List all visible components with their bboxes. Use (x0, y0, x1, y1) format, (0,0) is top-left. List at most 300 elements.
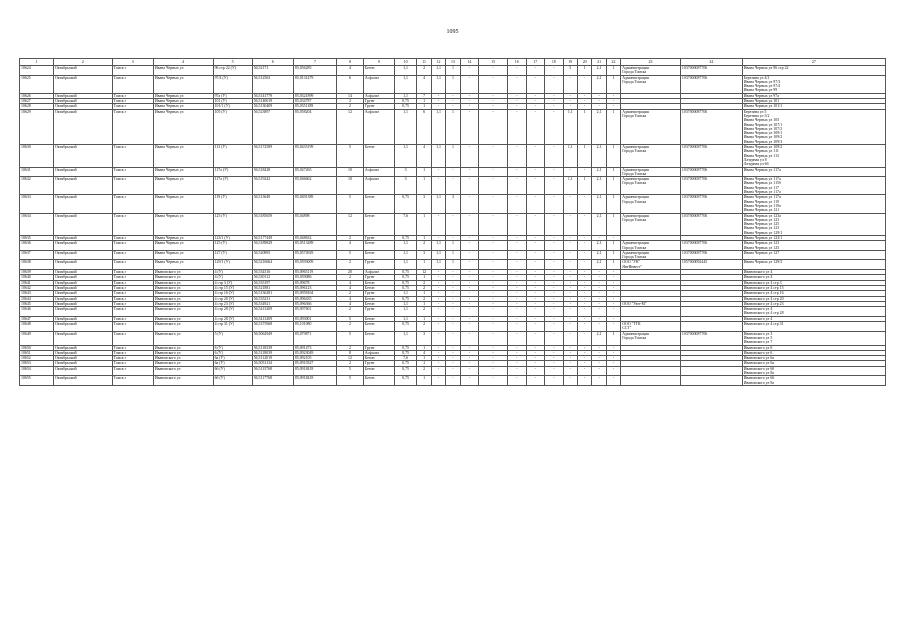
table-cell: Томск г (112, 356, 153, 361)
table-cell: 56,5115768 (252, 366, 293, 376)
table-cell: - (526, 270, 545, 275)
registry-table (19, 58, 886, 386)
table-cell: Октябрьский (53, 99, 112, 104)
table-cell: 1 (606, 260, 620, 270)
table-cell: Октябрьский (53, 75, 112, 93)
table-cell: 127 (У) (213, 250, 252, 260)
table-cell: 7,6 (394, 213, 417, 235)
table-cell: - (577, 366, 591, 376)
table-cell: 1 (577, 177, 591, 195)
table-cell: - (563, 307, 577, 317)
table-cell: Октябрьский (53, 307, 112, 317)
table-cell: - (563, 260, 577, 270)
column-header: 9 (363, 59, 394, 66)
table-cell: Бетон (363, 145, 394, 167)
table-cell: 1 (417, 213, 431, 235)
table-cell: Ивана Черных ул (153, 93, 213, 98)
table-cell: 2,1 (592, 145, 606, 167)
table-cell: - (592, 366, 606, 376)
table-cell: - (460, 307, 479, 317)
table-cell: - (446, 322, 460, 332)
table-cell: - (507, 356, 526, 361)
table-cell: 1 (417, 345, 431, 350)
table-cell: - (460, 296, 479, 301)
table-cell: - (479, 280, 508, 285)
table-cell: Грунт (363, 345, 394, 350)
table-cell: 129/1 (У) (213, 260, 252, 270)
table-cell (621, 366, 681, 376)
table-cell: Ивана Черных ул (153, 99, 213, 104)
table-cell: 0,75 (394, 350, 417, 355)
table-cell: 20 (337, 270, 364, 275)
table-cell: 0,75 (394, 270, 417, 275)
table-cell: - (446, 350, 460, 355)
table-cell: - (545, 93, 564, 98)
table-cell: 1 (446, 241, 460, 251)
table-cell: - (446, 291, 460, 296)
table-cell: Томск г (112, 75, 153, 93)
table-cell: 2,1 (592, 109, 606, 144)
table-cell: - (431, 350, 445, 355)
table-cell: Администрация Города Томска (621, 213, 681, 235)
table-cell: 12 (337, 356, 364, 361)
table-cell: - (545, 376, 564, 386)
table-cell: 0,75 (394, 104, 417, 109)
table-cell: - (526, 241, 545, 251)
table-cell: 10632 (20, 177, 54, 195)
table-cell: - (479, 109, 508, 144)
table-cell: - (431, 275, 445, 280)
table-cell: - (563, 322, 577, 332)
table-cell: - (460, 331, 479, 345)
table-cell: 56,5185659 (252, 213, 293, 235)
table-cell: - (563, 275, 577, 280)
table-cell: - (577, 361, 591, 366)
table-cell: Асфальт (363, 177, 394, 195)
table-cell: 1,1 (431, 250, 445, 260)
table-cell: - (545, 195, 564, 213)
table-body (20, 66, 886, 386)
table-cell: Октябрьский (53, 322, 112, 332)
table-cell: 1037000087706 (680, 145, 742, 167)
table-cell: - (507, 291, 526, 296)
table-cell: 85,056285 (293, 66, 336, 76)
table-cell: - (526, 66, 545, 76)
table-cell: 1 (606, 167, 620, 177)
table-cell: - (431, 322, 445, 332)
table-row (20, 213, 886, 235)
column-header: 19 (563, 59, 577, 66)
table-cell: Администрация Города Томска (621, 195, 681, 213)
table-cell: Ивановского ул (153, 280, 213, 285)
table-cell: Томск г (112, 167, 153, 177)
table-cell: 4 стр 16 (У) (213, 291, 252, 296)
table-cell: - (446, 213, 460, 235)
table-cell: - (606, 275, 620, 280)
table-cell: - (479, 285, 508, 290)
table-cell: - (431, 361, 445, 366)
table-cell: Томск г (112, 275, 153, 280)
table-cell: - (526, 296, 545, 301)
table-cell: 56,534316 (252, 270, 293, 275)
table-cell: - (460, 376, 479, 386)
table-row (20, 177, 886, 195)
table-cell: 2 (337, 99, 364, 104)
table-row (20, 75, 886, 93)
table-cell (680, 322, 742, 332)
table-cell: - (526, 93, 545, 98)
table-cell: 2 (337, 260, 364, 270)
table-cell: Бетон (363, 280, 394, 285)
table-cell: - (431, 316, 445, 321)
table-cell: 85,09678 (293, 280, 336, 285)
table-cell: 2 (417, 366, 431, 376)
table-cell: - (545, 356, 564, 361)
table-cell: - (446, 177, 460, 195)
table-cell: 85,0923049 (293, 350, 336, 355)
table-cell: Ивана Черных ул 96 стр 22 (742, 66, 885, 76)
table-cell: - (545, 361, 564, 366)
table-cell: - (577, 345, 591, 350)
table-cell: 2 (337, 322, 364, 332)
table-cell: Томск г (112, 307, 153, 317)
table-cell: - (431, 104, 445, 109)
table-row (20, 145, 886, 167)
table-cell: - (460, 361, 479, 366)
table-cell: Томск г (112, 376, 153, 386)
table-cell: - (606, 235, 620, 240)
table-cell: - (526, 75, 545, 93)
table-cell: - (526, 99, 545, 104)
table-cell: Октябрьский (53, 301, 112, 306)
table-cell: - (479, 366, 508, 376)
table-cell: 10647 (20, 316, 54, 321)
table-cell: 10624 (20, 66, 54, 76)
table-cell: 97/4 (У) (213, 75, 252, 93)
table-cell: Администрация Города Томска (621, 75, 681, 93)
table-cell: 2 (417, 307, 431, 317)
table-cell: - (446, 280, 460, 285)
table-cell: 56,5118039 (252, 350, 293, 355)
table-cell: 5 (337, 331, 364, 345)
table-cell: Ивановского ул (153, 307, 213, 317)
table-cell: 1 (417, 356, 431, 361)
table-cell: 3 (417, 250, 431, 260)
table-cell: 85,092105 (293, 356, 336, 361)
table-cell: - (592, 322, 606, 332)
table-cell: 123/1 (У) (213, 235, 252, 240)
table-cell: 2 (417, 280, 431, 285)
table-cell: 1,1 (431, 66, 445, 76)
table-cell: - (545, 235, 564, 240)
table-cell: 56,534921 (252, 301, 293, 306)
table-cell: - (606, 361, 620, 366)
table-cell: 2 (417, 66, 431, 76)
table-cell: - (563, 99, 577, 104)
table-cell: 1,1 (431, 145, 445, 167)
table-cell: Томск г (112, 291, 153, 296)
table-cell: - (577, 241, 591, 251)
table-cell: 56,523897 (252, 109, 293, 144)
table-cell: - (431, 167, 445, 177)
table-cell: 56,5216664 (252, 260, 293, 270)
table-cell: Томск г (112, 235, 153, 240)
table-cell: 4 стр 23 (У) (213, 301, 252, 306)
table-cell: 1,1 (431, 109, 445, 144)
table-cell: - (606, 104, 620, 109)
table-cell: 1,1 (394, 301, 417, 306)
table-cell: 85,0321899 (293, 93, 336, 98)
table-cell: 56,519243 (252, 177, 293, 195)
table-cell: - (563, 356, 577, 361)
table-cell: - (507, 213, 526, 235)
table-cell: Грунт (363, 235, 394, 240)
table-cell: Грунт (363, 361, 394, 366)
table-cell: Октябрьский (53, 275, 112, 280)
table-cell: - (606, 285, 620, 290)
table-cell: - (545, 104, 564, 109)
table-cell: - (431, 366, 445, 376)
table-cell: 10638 (20, 260, 54, 270)
table-cell: Ивановского ул 6 (742, 350, 885, 355)
table-cell: 85,0351189 (293, 104, 336, 109)
table-cell: 2,1 (592, 195, 606, 213)
table-row (20, 195, 886, 213)
table-cell: 6а (У) (213, 361, 252, 366)
table-cell (680, 307, 742, 317)
table-cell: - (460, 66, 479, 76)
table-cell: - (479, 316, 508, 321)
table-cell: 1 (606, 241, 620, 251)
table-cell: 56,5141779 (252, 93, 293, 98)
table-cell: - (592, 307, 606, 317)
table-cell: Ивана Черных ул (153, 104, 213, 109)
table-cell: - (606, 345, 620, 350)
table-cell: Томск г (112, 285, 153, 290)
table-cell: 56,5140619 (252, 99, 293, 104)
table-cell: - (526, 356, 545, 361)
table-cell: - (507, 104, 526, 109)
table-cell: - (507, 167, 526, 177)
table-cell: 2,1 (592, 331, 606, 345)
table-cell: 4 (У) (213, 270, 252, 275)
table-cell: 10640 (20, 275, 54, 280)
column-header: 4 (153, 59, 213, 66)
table-cell: Октябрьский (53, 177, 112, 195)
table-cell: 2,1 (592, 241, 606, 251)
table-cell: - (479, 145, 508, 167)
table-cell: - (545, 167, 564, 177)
table-cell: - (479, 195, 508, 213)
table-cell: - (606, 366, 620, 376)
table-cell: - (526, 260, 545, 270)
table-cell: Грунт (363, 99, 394, 104)
table-cell: 56,5136281 (252, 291, 293, 296)
table-cell: 56,5112019 (252, 356, 293, 361)
table-cell: - (479, 275, 508, 280)
table-cell: Октябрьский (53, 366, 112, 376)
table-cell: - (526, 285, 545, 290)
column-header: 1 (20, 59, 54, 66)
table-cell: 10655 (20, 376, 54, 386)
table-cell: 2 (337, 291, 364, 296)
table-cell: 85,0491389 (293, 195, 336, 213)
table-cell: - (460, 241, 479, 251)
table-cell: 0,75 (394, 235, 417, 240)
table-cell: - (577, 213, 591, 235)
table-cell: Ивановского ул 4 стр 23 (742, 301, 885, 306)
table-cell: 2 (337, 307, 364, 317)
column-header: 27 (742, 59, 885, 66)
table-cell: 1 (417, 99, 431, 104)
table-cell: 1 (417, 104, 431, 109)
table-cell: Бетон (363, 366, 394, 376)
table-cell: ООО "ТТК ССТ" (621, 322, 681, 332)
table-cell: Томск г (112, 345, 153, 350)
table-cell: Бетон (363, 316, 394, 321)
table-cell: 56,5051134 (252, 361, 293, 366)
table-cell: - (545, 322, 564, 332)
table-cell: Ивановского ул (153, 322, 213, 332)
table-header-row (20, 59, 886, 66)
table-cell: - (545, 177, 564, 195)
table-row (20, 167, 886, 177)
column-header: 12 (431, 59, 445, 66)
table-cell: - (526, 291, 545, 296)
table-cell: - (563, 361, 577, 366)
table-cell: Ивановского ул (153, 376, 213, 386)
table-cell: - (592, 275, 606, 280)
table-cell: - (563, 316, 577, 321)
table-cell: - (460, 109, 479, 144)
table-cell: - (526, 331, 545, 345)
table-cell: - (479, 376, 508, 386)
table-cell: 6б (У) (213, 376, 252, 386)
table-cell: - (460, 235, 479, 240)
column-header: 24 (680, 59, 742, 66)
table-cell: - (545, 250, 564, 260)
table-cell: - (460, 213, 479, 235)
table-cell: - (446, 104, 460, 109)
table-cell: - (606, 356, 620, 361)
table-cell: Ивановского ул 4 (742, 270, 885, 275)
table-cell: Ивановского ул (153, 275, 213, 280)
table-cell (680, 376, 742, 386)
table-cell: Бетон (363, 195, 394, 213)
table-cell: Ивана Черных ул (153, 109, 213, 144)
table-cell: Октябрьский (53, 109, 112, 144)
table-cell: 0,75 (394, 280, 417, 285)
column-header: 3 (112, 59, 153, 66)
table-cell: 1 (606, 195, 620, 213)
table-cell: 56,5413209 (252, 307, 293, 317)
table-cell: 1 (446, 75, 460, 93)
table-cell: - (577, 75, 591, 93)
table-cell: Ивановского ул 4 (742, 275, 885, 280)
table-cell: 10635 (20, 235, 54, 240)
table-cell: Томск г (112, 104, 153, 109)
table-cell: - (446, 93, 460, 98)
table-cell: - (592, 93, 606, 98)
table-cell: 125 (У) (213, 213, 252, 235)
table-cell: - (446, 366, 460, 376)
table-cell: 85,058204 (293, 109, 336, 144)
table-row (20, 366, 886, 376)
column-header: 18 (545, 59, 564, 66)
table-cell: 4 (У) (213, 275, 252, 280)
column-header: 21 (592, 59, 606, 66)
table-cell: - (606, 296, 620, 301)
table-cell: 4 (417, 350, 431, 355)
table-cell: Ивановского ул (153, 291, 213, 296)
column-header: 2 (53, 59, 112, 66)
table-cell: - (507, 145, 526, 167)
table-cell: 1,1 (431, 75, 445, 93)
table-cell: 4 стр 15 (У) (213, 285, 252, 290)
table-cell: 2,1 (592, 213, 606, 235)
table-cell: 1 (606, 250, 620, 260)
table-cell: - (545, 99, 564, 104)
table-cell: Октябрьский (53, 195, 112, 213)
column-header: 14 (460, 59, 479, 66)
table-cell: - (545, 280, 564, 285)
table-cell: Октябрьский (53, 331, 112, 345)
table-cell: 7,6 (394, 356, 417, 361)
table-cell: Бетон (363, 356, 394, 361)
table-cell: - (460, 301, 479, 306)
table-cell: 85,079871 (293, 331, 336, 345)
table-cell: - (460, 285, 479, 290)
table-cell: - (507, 66, 526, 76)
table-cell: Томск г (112, 260, 153, 270)
table-cell: - (431, 296, 445, 301)
table-cell: - (545, 331, 564, 345)
table-cell: - (563, 235, 577, 240)
table-cell: Администрация Города Томска (621, 177, 681, 195)
table-cell: - (526, 316, 545, 321)
table-cell: 0,75 (394, 322, 417, 332)
table-cell: Грунт (363, 291, 394, 296)
table-cell: 2,1 (592, 75, 606, 93)
table-cell: Асфальт (363, 270, 394, 275)
table-cell: - (507, 361, 526, 366)
table-cell: - (431, 285, 445, 290)
table-cell: - (526, 109, 545, 144)
table-cell: 1,1 (394, 316, 417, 321)
table-cell: - (479, 99, 508, 104)
table-cell: 6 (417, 109, 431, 144)
table-cell: 1,1 (431, 260, 445, 270)
table-cell: Ивановского ул (153, 345, 213, 350)
table-cell: - (545, 75, 564, 93)
table-cell: 85,059086 (293, 275, 336, 280)
table-cell: - (446, 167, 460, 177)
table-cell: 1,1 (563, 177, 577, 195)
column-header: 10 (394, 59, 417, 66)
table-cell: Администрация Города Томска (621, 250, 681, 260)
table-cell: 2,1 (592, 167, 606, 177)
table-cell: Октябрьский (53, 376, 112, 386)
table-cell: Бетон (363, 296, 394, 301)
table-cell: Ивана Черных ул 117а Ивана Черных ул 115б Ивана Черных ул 117 Ивана Черных ул 117а (742, 177, 885, 195)
table-cell: Томск г (112, 145, 153, 167)
column-header: 23 (621, 59, 681, 66)
table-cell: - (577, 167, 591, 177)
table-cell: - (577, 285, 591, 290)
table-cell: 1,1 (394, 331, 417, 345)
table-cell: Ивана Черных ул (153, 213, 213, 235)
table-cell: 56,513649 (252, 195, 293, 213)
